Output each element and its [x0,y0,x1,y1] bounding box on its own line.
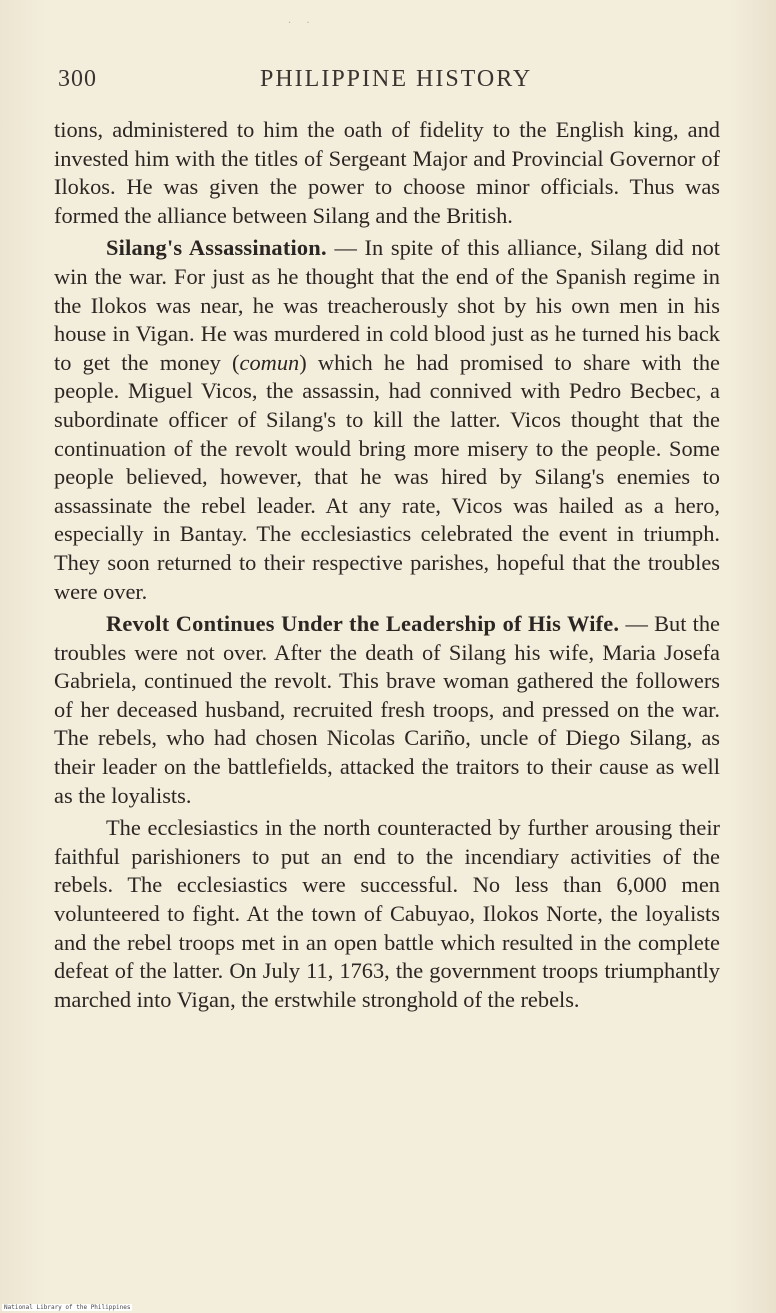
paragraph-assassination [54,234,720,606]
body-text [54,116,720,1018]
heading-dash: — [619,611,655,637]
section-heading-assassination: Silang's Assassination. [106,235,327,261]
paragraph-revolt-continues-text: But the troubles were not over. After the death of Silang his wife, Maria Josefa Gabriela, continued the revolt. This brave woman gathered the followers of her deceased husband, recruited fresh troops, and pressed on the war. The rebels, who had chosen Nicolas Cariño, uncle of Diego Silang, as their leader on the battlefields, attacked the traitors to their cause as well as the loyalists. [54,611,720,808]
page-header [58,66,738,106]
paragraph-ecclesiastics: The ecclesiastics in the north counteracted by further arousing their faithful parishioners to put an end to the incendiary activities of the rebels. The ecclesiastics were successful. No less than 6,000 men volunteered to fight. At the town of Cabuyao, Ilokos Norte, the loyalists and the rebel troops met in an open battle which resulted in the complete defeat of the latter. On July 11, 1763, the government troops triumphantly marched into Vigan, the erstwhile stronghold of the rebels. [54,815,720,1012]
section-heading-revolt-continues: Revolt Continues Under the Leadership of His Wife. [106,611,620,637]
paragraph-assassination-text-a: In spite of this alliance, Silang did not win the war. For just as he thought that the end of the Spanish regime in the Ilokos was near, he was treacherously shot by his own men in his house in Vigan. He was murdered in cold blood just as he turned his back to get the money ( [54,235,720,375]
page-number: 300 [58,66,97,92]
paper-speck-marks: · · [288,18,316,29]
library-credit: National Library of the Philippines [4,1304,131,1311]
paragraph-alliance: tions, administered to him the oath of fidelity to the English king, and invested him with the titles of Sergeant Major and Provincial Governor of Ilokos. He was given the power to choose minor officials. Thus was formed the alliance between Silang and the British. [54,117,720,228]
paragraph-revolt-continues [54,610,720,810]
paragraph-assassination-text-b: ) which he had promised to share with the people. Miguel Vicos, the assassin, had connived with Pedro Becbec, a subordinate officer of Silang's to kill the latter. Vicos thought that the continuation of the revolt would bring more misery to the people. Some people believed, however, that he was hired by Silang's enemies to assassinate the rebel leader. At any rate, Vicos was hailed as a hero, especially in Bantay. The ecclesiastics celebrated the event in triumph. They soon returned to their respective parishes, hopeful that the troubles were over. [54,349,720,604]
heading-dash: — [326,235,365,261]
italic-term-comun: comun [239,349,300,375]
running-head: PHILIPPINE HISTORY [260,66,533,92]
